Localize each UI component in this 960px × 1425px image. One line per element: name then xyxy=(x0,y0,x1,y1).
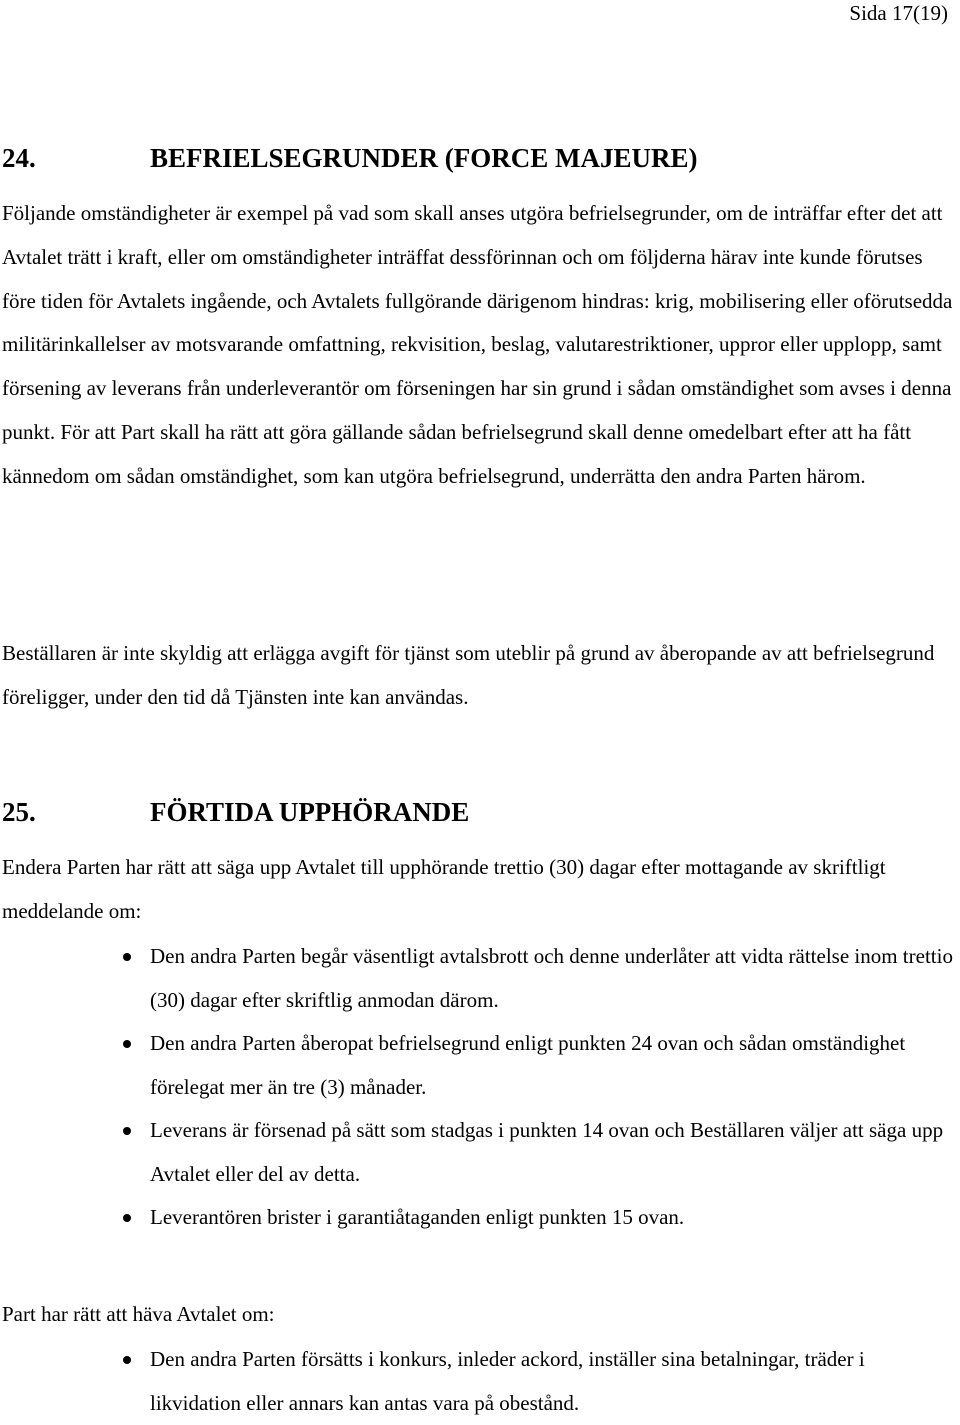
list-item: Leverantören brister i garantiåtaganden enligt punkten 15 ovan. xyxy=(2,1196,958,1240)
section-24 xyxy=(2,141,958,175)
bullet-icon xyxy=(123,1214,131,1222)
bullet-icon xyxy=(123,1356,131,1364)
section-24-heading xyxy=(2,141,958,175)
termination-intro-block xyxy=(2,1293,958,1337)
list-item: Den andra Parten begår väsentligt avtalsbrott och denne underlåter att vidta rättelse inom trettio (30) dagar efter skriftlig anmodan därom. xyxy=(2,935,958,1022)
list-item: Den andra Parten försätts i konkurs, inleder ackord, inställer sina betalningar, träder i likvidation eller annars kan antas vara på obestånd. xyxy=(2,1338,958,1425)
termination-notice-list xyxy=(2,935,958,1240)
termination-intro: Part har rätt att häva Avtalet om: xyxy=(2,1302,275,1326)
list-item: Leverans är försenad på sätt som stadgas i punkten 14 ovan och Beställaren väljer att säga upp Avtalet eller del av detta. xyxy=(2,1109,958,1196)
bullet-icon xyxy=(123,1040,131,1048)
section-24-paragraph-1: Följande omständigheter är exempel på vad som skall anses utgöra befrielsegrunder, om de inträffar efter det att Avtalet trätt i kraft, eller om omständigheter inträffat dessförinnan och om följderna härav inte kunde förutses före tiden för Avtalets ingående, och Avtalets fullgörande därigenom hindras: krig, mobilisering eller oförutsedda militärinkallelser av motsvarande omfattning, rekvisition, beslag, valutarestriktioner, uppror eller upplopp, samt försening av leverans från underleverantör om förseningen har sin grund i sådan omständighet som avses i denna punkt. För att Part skall ha rätt att göra gällande sådan befrielsegrund skall denne omedelbart efter att ha fått kännedom om sådan omständighet, som kan utgöra befrielsegrund, underrätta den andra Parten härom. xyxy=(2,201,953,488)
section-24-number: 24. xyxy=(2,143,36,173)
section-24-title: BEFRIELSEGRUNDER (FORCE MAJEURE) xyxy=(150,143,698,173)
page-number: Sida 17(19) xyxy=(849,1,948,25)
section-25-title: FÖRTIDA UPPHÖRANDE xyxy=(150,797,470,827)
bullet-icon xyxy=(123,953,131,961)
list-item: Den andra Parten åberopat befrielsegrund enligt punkten 24 ovan och sådan omständighet förelegat mer än tre (3) månader. xyxy=(2,1022,958,1109)
section-25-intro: Endera Parten har rätt att säga upp Avtalet till upphörande trettio (30) dagar efter mottagande av skriftligt meddelande om: xyxy=(2,855,886,923)
section-25 xyxy=(2,795,958,829)
section-25-heading xyxy=(2,795,958,829)
section-24-paragraph-1-block xyxy=(2,192,958,499)
section-24-paragraph-2: Beställaren är inte skyldig att erlägga avgift för tjänst som uteblir på grund av åberopande av att befrielsegrund föreligger, under den tid då Tjänsten inte kan användas. xyxy=(2,641,935,709)
termination-list xyxy=(2,1338,958,1425)
bullet-icon xyxy=(123,1127,131,1135)
section-25-intro-block xyxy=(2,846,958,934)
section-24-paragraph-2-block xyxy=(2,632,958,720)
section-25-number: 25. xyxy=(2,797,36,827)
